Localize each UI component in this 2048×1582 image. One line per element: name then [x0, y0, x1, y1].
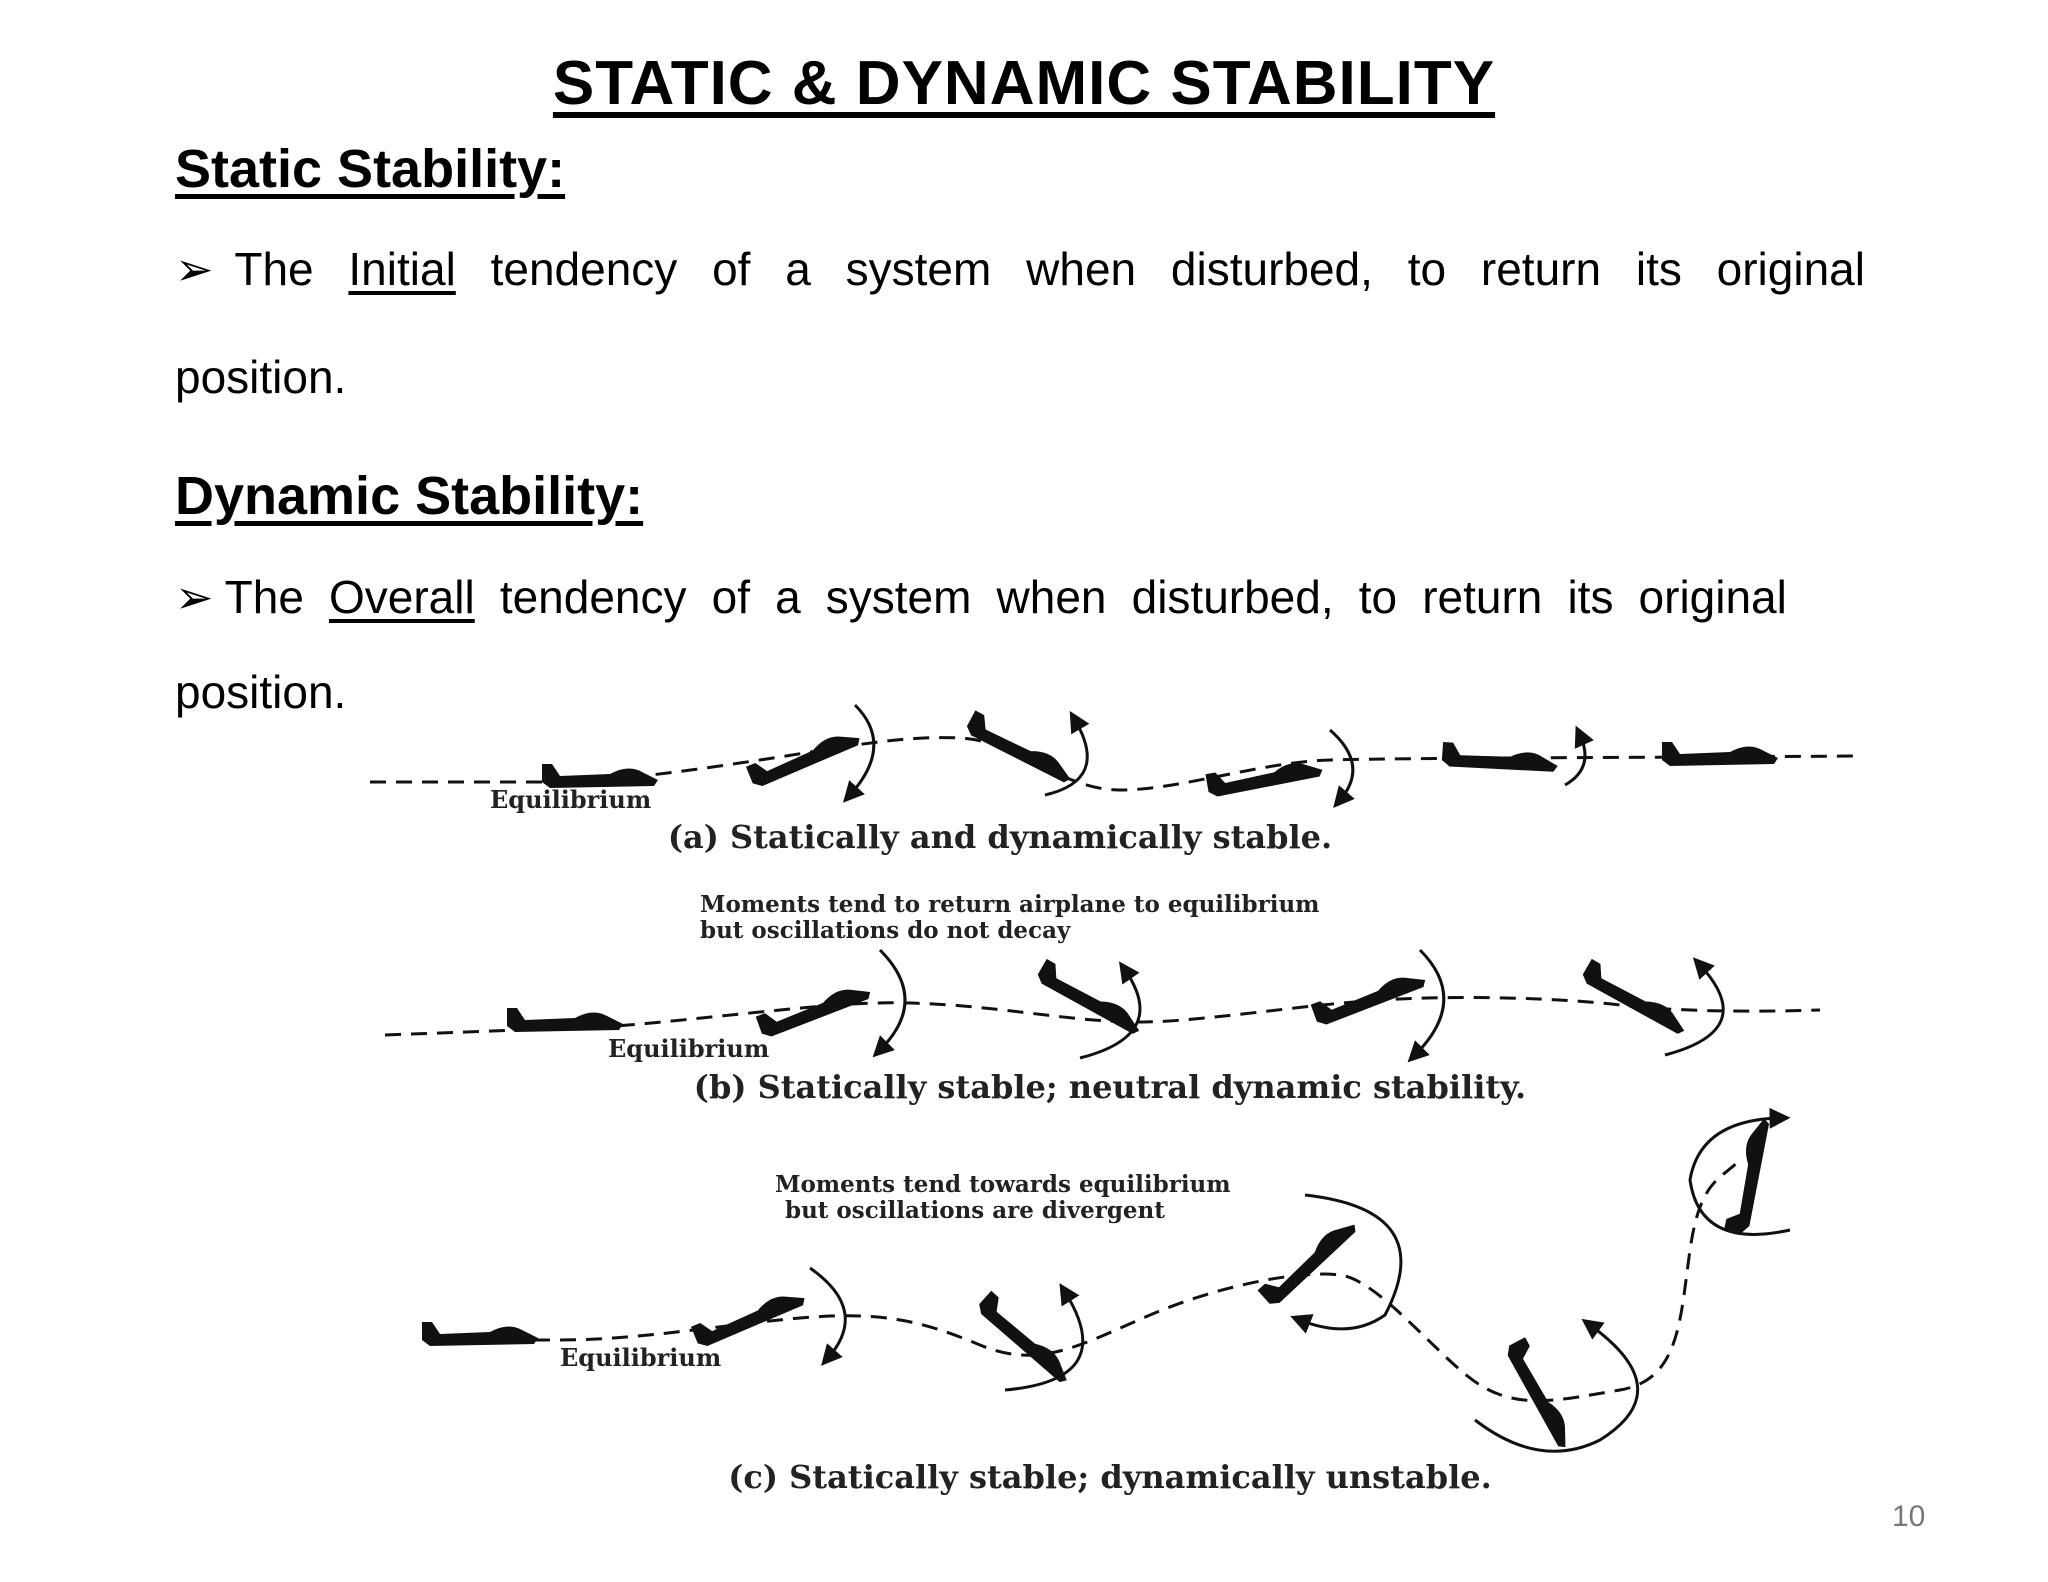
equilibrium-label: Equilibrium [560, 1343, 722, 1372]
moment-arrow-icon [1415, 950, 1444, 1055]
airplane-icon [1258, 1213, 1360, 1308]
equilibrium-label: Equilibrium [608, 1034, 770, 1063]
word: a [775, 571, 801, 623]
airplane-icon [746, 723, 863, 789]
word: to [1358, 571, 1398, 623]
word: tendency [499, 571, 687, 623]
word: disturbed, [1131, 571, 1334, 623]
word: original [1716, 243, 1865, 295]
word: when [996, 571, 1107, 623]
airplane-icon [756, 977, 873, 1039]
airplane-icon [1724, 1115, 1772, 1233]
airplane-icon [422, 1322, 538, 1346]
page-number: 10 [1892, 1500, 1926, 1533]
static-stability-continuation: position. [175, 351, 347, 403]
note-c-line1: Moments tend towards equilibrium [775, 1171, 1231, 1198]
airplane-icon [1504, 1337, 1580, 1451]
note-b-line2: but oscillations do not decay [700, 917, 1071, 944]
moment-arrow-icon [1330, 730, 1353, 800]
note-c-line2: but oscillations are divergent [785, 1197, 1165, 1224]
emphasized-word-initial: Initial [348, 243, 456, 295]
word: of [712, 243, 751, 295]
moment-arrow-icon [1565, 735, 1585, 785]
figure-a [370, 705, 1860, 856]
word: to [1407, 243, 1447, 295]
word: The [234, 243, 314, 295]
moment-arrow-icon [810, 1268, 845, 1358]
word: disturbed, [1170, 243, 1373, 295]
airplane-icon [1580, 959, 1692, 1038]
word: system [845, 243, 992, 295]
word: its [1635, 243, 1682, 295]
moment-arrow-icon [850, 705, 874, 795]
word: when [1026, 243, 1137, 295]
word: return [1480, 243, 1602, 295]
word: tendency [490, 243, 678, 295]
airplane-icon [1441, 742, 1558, 774]
caption-a: (a) Statically and dynamically stable. [667, 818, 1333, 856]
word: its [1567, 571, 1614, 623]
word: return [1422, 571, 1543, 623]
slide-title: STATIC & DYNAMIC STABILITY [552, 49, 1496, 118]
dynamic-stability-continuation: position. [175, 666, 347, 718]
airplane-icon [975, 1291, 1077, 1386]
word: The [224, 571, 304, 623]
figure-b [385, 891, 1820, 1106]
emphasized-word-overall: Overall [329, 571, 475, 623]
airplane-icon [964, 710, 1078, 786]
word: of [711, 571, 750, 623]
note-b-line1: Moments tend to return airplane to equilibrium [700, 891, 1320, 918]
word: a [785, 243, 811, 295]
moment-arrow-icon [880, 950, 905, 1050]
caption-c: (c) Statically stable; dynamically unstable. [728, 1458, 1492, 1496]
static-stability-heading: Static Stability: [175, 139, 566, 199]
airplane-icon [1662, 742, 1778, 766]
arrow-bullet-icon: ➢ [175, 571, 214, 623]
equilibrium-label: Equilibrium [490, 785, 652, 814]
airplane-icon [1035, 959, 1147, 1038]
arrow-bullet-icon: ➢ [175, 243, 214, 295]
word: original [1638, 571, 1787, 623]
figure-c [422, 1115, 1790, 1496]
caption-b: (b) Statically stable; neutral dynamic stability. [693, 1068, 1527, 1106]
word: system [825, 571, 972, 623]
airplane-icon [1311, 965, 1428, 1027]
dynamic-stability-heading: Dynamic Stability: [175, 466, 644, 526]
airplane-icon [507, 1008, 623, 1032]
airplane-icon [691, 1283, 808, 1349]
